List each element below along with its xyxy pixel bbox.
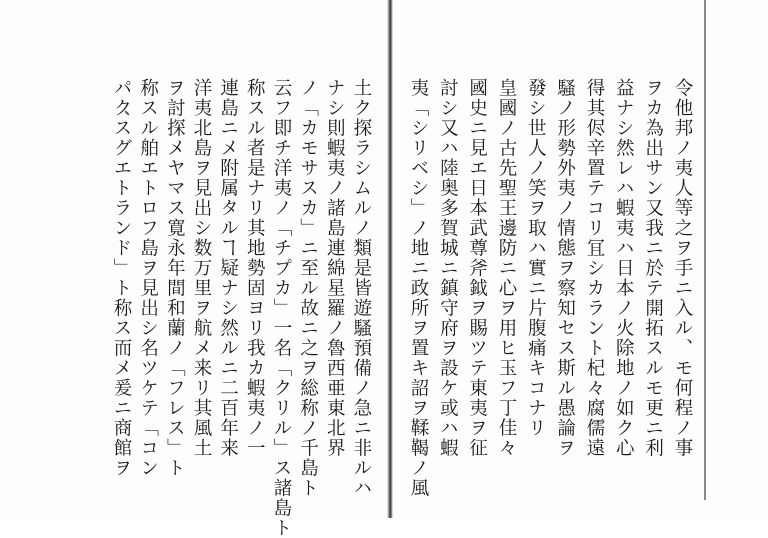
text-column: 發シ世人ノ笑ヲ取ハ實ニ片腹痛キコナリ: [525, 78, 547, 438]
text-column: 土ク探ラシムルノ類是皆遊騷預備ノ急ニ非ルハ: [350, 78, 372, 498]
text-column: ヲ討探メヤマス寛永年間和蘭ノ「フレス」ト: [164, 78, 186, 478]
text-column: ノ「カモサスカ」ニ至ル故ニ之ヲ総称ノ千島ト: [297, 78, 319, 498]
text-column: 令他邦ノ夷人等之ヲ手ニ入ル、モ何程ノ事: [671, 78, 693, 458]
right-page: [405, 78, 691, 498]
text-column: 洋夷北島ヲ見出シ数万里ヲ航メ来リ其風土: [190, 78, 212, 458]
text-column: 騷ノ形勢外夷ノ情態ヲ察知セス斯ル愚論ヲ: [554, 78, 576, 458]
text-column: 夷「シリベシ」ノ地ニ政所ヲ置キ詔ヲ鞣鞨ノ風: [408, 78, 429, 498]
text-column: 得其侭辛置テコリ冝シカラント杞々腐儒遠: [583, 78, 605, 458]
text-column: 討シ又ハ陸奥多賀城ニ鎮守府ヲ設ケ或ハ蝦: [437, 78, 459, 458]
text-column: 称スル舶エトロフ島ヲ見出シ名ツケテ「コン: [137, 78, 159, 478]
text-column: ヲカ為出サン又我ニ於テ開拓スルモ更ニ利: [642, 78, 664, 458]
left-page: [108, 78, 372, 538]
text-column: 益ナシ然レハ蝦夷ハ日本ノ火除地ノ如ク心: [613, 78, 635, 458]
text-column: 皇國ノ古先聖王邊防ニ心ヲ用ヒ玉フ丁佳々: [495, 78, 517, 458]
text-column: 云フ即チ洋夷ノ「チプカ」一名「クリル」ス諸島ト: [270, 78, 292, 538]
text-column: 連島ニメ附属タルヿ疑ナシ然ルニ二百年来: [217, 78, 239, 458]
text-column: パクスグエトランド」ト称ス而メ爰ニ商館ヲ: [111, 78, 132, 478]
page-edge: [704, 0, 706, 500]
text-column: ナシ則蝦夷ノ諸島連綿星羅ノ魯西亜東北界: [324, 78, 346, 458]
text-column: 國史ニ見エ日本武尊斧鉞ヲ賜ツテ東夷ヲ征: [466, 78, 488, 458]
text-column: 称スル者是ナリ其地勢固ヨリ我カ蝦夷ノ一: [244, 78, 266, 458]
book-gutter: [387, 0, 393, 518]
